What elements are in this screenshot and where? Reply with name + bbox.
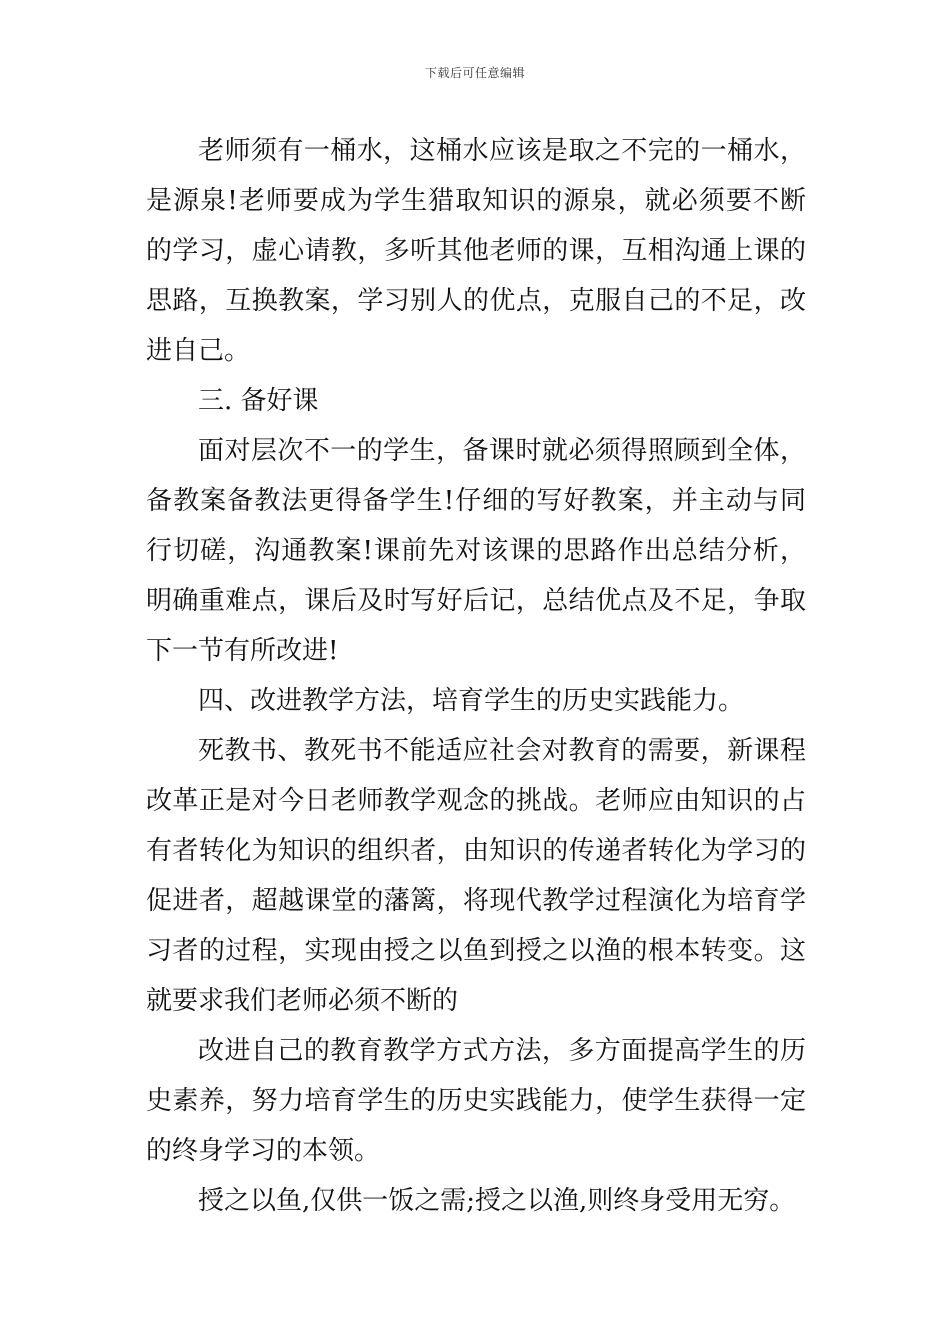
paragraph-teach-to-fish: 授之以鱼,仅供一饭之需;授之以渔,则终身受用无穷。 [198,1186,796,1216]
section-heading-teaching-methods: 四、改进教学方法，培育学生的历史实践能力。 [198,686,745,716]
paragraph-improve-methods: 改进自己的教育教学方式方法，多方面提高学生的历史素养，努力培育学生的历史实践能力，使学生获得一定的终身学习的本领。 [146,1036,806,1166]
page-header: 下载后可任意编辑 [424,66,525,80]
document-body [146,126,806,1226]
paragraph-lesson-preparation: 面对层次不一的学生，备课时就必须得照顾到全体，备教案备教法更得备学生!仔细的写好教案，并主动与同行切磋，沟通教案!课前先对该课的思路作出总结分析，明确重难点，课后及时写好后记，总结优点及不足，争取下一节有所改进! [146,436,806,666]
section-heading-prepare-lessons: 三. 备好课 [198,386,319,416]
paragraph-curriculum-reform: 死教书、教死书不能适应社会对教育的需要，新课程改革正是对今日老师教学观念的挑战。老师应由知识的占有者转化为知识的组织者，由知识的传递者转化为学习的促进者，超越课堂的藩篱，将现代教学过程演化为培育学习者的过程，实现由授之以鱼到授之以渔的根本转变。这就要求我们老师必须不断的 [146,736,806,1016]
paragraph-teacher-source: 老师须有一桶水，这桶水应该是取之不完的一桶水，是源泉!老师要成为学生猎取知识的源泉，就必须要不断的学习，虚心请教，多听其他老师的课，互相沟通上课的思路，互换教案，学习别人的优点，克服自己的不足，改进自己。 [146,136,806,366]
